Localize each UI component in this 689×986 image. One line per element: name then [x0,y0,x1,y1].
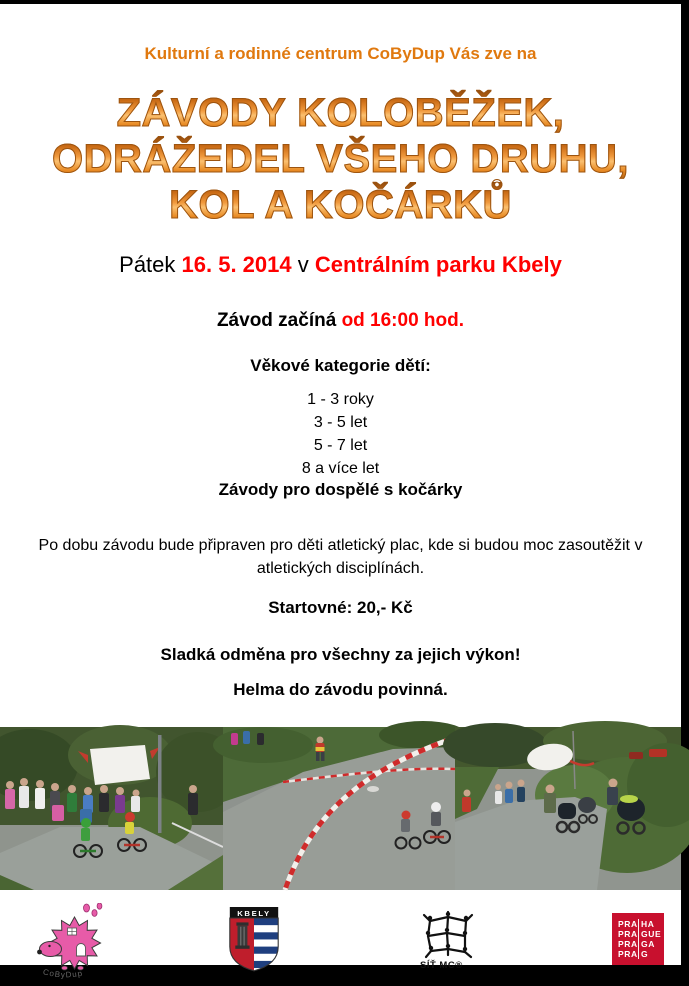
date-line [0,252,681,278]
spectators-top-left [231,731,264,745]
prague-logo-row [618,929,664,939]
prague-row-right: GUE [641,929,662,939]
kbely-logo [226,907,282,978]
prague-row-left: PRA [618,919,638,929]
sitmc-logo [418,909,478,976]
date-prefix: Pátek [119,252,176,277]
date-location: Centrálním parku Kbely [314,252,562,277]
prague-row-left: PRA [618,939,638,949]
category-item: 3 - 5 let [313,414,368,431]
prague-logo-row [618,939,664,949]
prague-logo-row [618,949,664,959]
fee-line: Startovné: 20,- Kč [268,598,413,617]
kbely-wordmark: KBELY [237,908,271,918]
start-time: od 16:00 hod. [341,310,465,331]
prague-row-right: G [641,949,649,959]
date-connector: v [297,252,309,277]
helmet-line: Helma do závodu povinná. [233,680,448,699]
category-item: 8 a více let [301,460,380,477]
poster-page [0,4,681,980]
category-item: 5 - 7 let [313,437,368,454]
prague-row-right: HA [641,919,655,929]
prague-logo-row [618,919,664,929]
category-item: 1 - 3 roky [307,391,374,408]
start-label: Závod začíná [216,310,337,331]
sitmc-wordmark: SÍŤ MC® [420,960,463,971]
kbely-shield-icon [226,907,282,973]
sitmc-network-icon [418,909,478,971]
photo-strip [0,727,681,890]
prague-row-right: GA [641,939,655,949]
prague-row-left: PRA [618,929,638,939]
athletics-text: Po dobu závodu bude připraven pro děti atletický plac, kde si budou moc zasoutěžit v atletických disciplínách. [38,537,643,577]
adults-race-line: Závody pro dospělé s kočárky [218,480,463,499]
photo-stroller-race [455,727,681,890]
categories-list [0,388,681,480]
hedgehog-icon [28,903,113,981]
prague-logo [612,913,664,965]
poster-title [0,90,681,228]
date-value: 16. 5. 2014 [181,252,292,277]
start-line [0,310,681,332]
logos-row [0,899,681,980]
athletics-paragraph [0,534,681,580]
title-line-2: ODRÁŽEDEL VŠEHO DRUHU, [0,136,681,182]
photo-children-race-illustration [0,727,223,890]
reward-line: Sladká odměna pro všechny za jejich výkon! [160,645,521,664]
title-line-1: ZÁVODY KOLOBĚŽEK, [0,90,681,136]
title-line-3: KOL A KOČÁRKŮ [0,182,681,228]
photo-track-tape [223,727,455,890]
photo-children-race [0,727,223,890]
categories-heading: Věkové kategorie dětí: [250,356,431,375]
photo-stroller-race-illustration [455,727,681,890]
cobydup-logo [28,903,113,986]
photo-track-tape-illustration [223,727,455,890]
invite-line: Kulturní a rodinné centrum CoByDup Vás zve na [144,44,537,63]
prague-row-left: PRA [618,949,638,959]
cobydup-wordmark: CoByDup [42,967,84,980]
